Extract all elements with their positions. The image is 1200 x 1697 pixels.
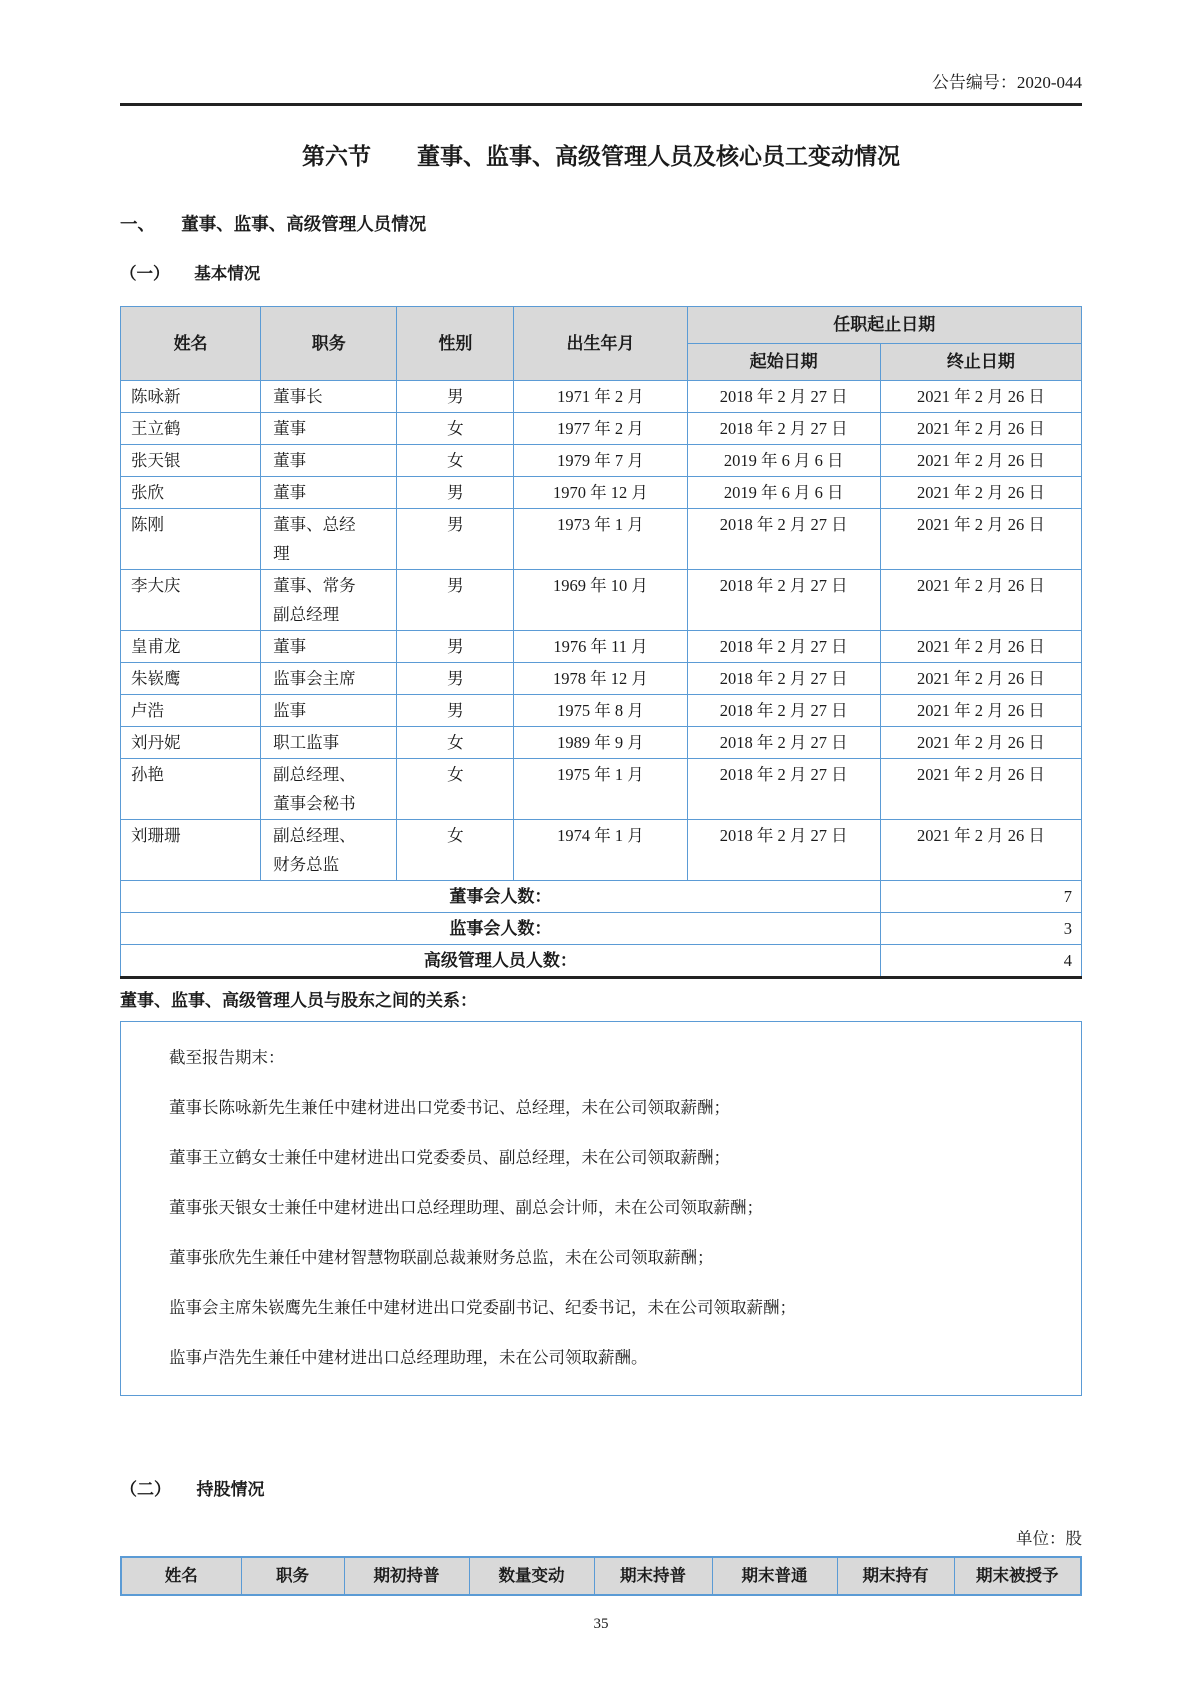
- cell-start: 2018 年 2 月 27 日: [687, 631, 880, 663]
- supervisor-count-value: 3: [880, 913, 1081, 945]
- cell-name: 陈咏新: [121, 381, 261, 413]
- table-row: [121, 695, 1082, 727]
- relationship-paragraph: 监事卢浩先生兼任中建材进出口总经理助理，未在公司领取薪酬。: [169, 1348, 648, 1367]
- cell-end: 2021 年 2 月 26 日: [880, 413, 1081, 445]
- cell-birth: 1973 年 1 月: [514, 509, 687, 570]
- cell-birth: 1975 年 1 月: [514, 759, 687, 820]
- col-header-gender: 性别: [397, 307, 514, 381]
- cell-gender: 男: [397, 663, 514, 695]
- cell-birth: 1977 年 2 月: [514, 413, 687, 445]
- col-header-name: 姓名: [121, 307, 261, 381]
- cell-position: 监事: [261, 695, 397, 727]
- subsection-1-heading: （一） 基本情况: [120, 265, 261, 283]
- cell-position: 董事: [261, 445, 397, 477]
- board-count-label: 董事会人数：: [121, 881, 881, 913]
- cell-name: 王立鹤: [121, 413, 261, 445]
- table-row: [121, 509, 1082, 570]
- col-header-opening-shares: 期初持普: [344, 1557, 469, 1595]
- cell-start: 2018 年 2 月 27 日: [687, 695, 880, 727]
- cell-gender: 女: [397, 759, 514, 820]
- col-header-end-date: 终止日期: [880, 344, 1081, 381]
- executive-count-label: 高级管理人员人数：: [121, 945, 881, 978]
- board-count-value: 7: [880, 881, 1081, 913]
- page-number: 35: [593, 1616, 609, 1632]
- relationship-paragraph: 董事王立鹤女士兼任中建材进出口党委委员、副总经理，未在公司领取薪酬；: [169, 1148, 730, 1167]
- cell-position: 董事、总经理: [261, 509, 397, 570]
- cell-birth: 1969 年 10 月: [514, 570, 687, 631]
- cell-gender: 男: [397, 477, 514, 509]
- col-header-closing-ordinary: 期末普通: [712, 1557, 837, 1595]
- subsection-2-heading: （二） 持股情况: [120, 1480, 265, 1499]
- cell-end: 2021 年 2 月 26 日: [880, 477, 1081, 509]
- chapter-title: 第六节 董事、监事、高级管理人员及核心员工变动情况: [302, 143, 900, 169]
- relationship-paragraph: 截至报告期末：: [169, 1048, 285, 1067]
- table-row: [121, 820, 1082, 881]
- col-header-start-date: 起始日期: [687, 344, 880, 381]
- cell-start: 2018 年 2 月 27 日: [687, 759, 880, 820]
- cell-start: 2018 年 2 月 27 日: [687, 381, 880, 413]
- cell-position: 职工监事: [261, 727, 397, 759]
- cell-position: 董事、常务副总经理: [261, 570, 397, 631]
- cell-start: 2018 年 2 月 27 日: [687, 570, 880, 631]
- table-row: [121, 727, 1082, 759]
- table-row: [121, 445, 1082, 477]
- table-row: [121, 413, 1082, 445]
- cell-name: 卢浩: [121, 695, 261, 727]
- cell-name: 孙艳: [121, 759, 261, 820]
- cell-position: 董事: [261, 477, 397, 509]
- cell-end: 2021 年 2 月 26 日: [880, 663, 1081, 695]
- cell-end: 2021 年 2 月 26 日: [880, 381, 1081, 413]
- col-header-closing-granted: 期末被授予: [954, 1557, 1081, 1595]
- table-row: [121, 663, 1082, 695]
- cell-start: 2018 年 2 月 27 日: [687, 820, 880, 881]
- cell-name: 李大庆: [121, 570, 261, 631]
- cell-position: 副总经理、财务总监: [261, 820, 397, 881]
- cell-gender: 女: [397, 413, 514, 445]
- cell-gender: 女: [397, 445, 514, 477]
- cell-gender: 女: [397, 820, 514, 881]
- cell-name: 朱嵚鹰: [121, 663, 261, 695]
- cell-position: 监事会主席: [261, 663, 397, 695]
- cell-end: 2021 年 2 月 26 日: [880, 759, 1081, 820]
- header-divider: [120, 103, 1082, 106]
- summary-row: [121, 913, 1082, 945]
- col-header-closing-shares: 期末持普: [594, 1557, 712, 1595]
- cell-end: 2021 年 2 月 26 日: [880, 445, 1081, 477]
- cell-birth: 1974 年 1 月: [514, 820, 687, 881]
- cell-name: 皇甫龙: [121, 631, 261, 663]
- cell-birth: 1971 年 2 月: [514, 381, 687, 413]
- cell-birth: 1978 年 12 月: [514, 663, 687, 695]
- col-header-position: 职务: [261, 307, 397, 381]
- cell-birth: 1979 年 7 月: [514, 445, 687, 477]
- doc-number: 公告编号：2020-044: [931, 73, 1082, 92]
- cell-end: 2021 年 2 月 26 日: [880, 509, 1081, 570]
- cell-start: 2018 年 2 月 27 日: [687, 727, 880, 759]
- table-row: [121, 631, 1082, 663]
- section-1-heading: 一、 董事、监事、高级管理人员情况: [120, 214, 427, 234]
- col-header-position: 职务: [241, 1557, 344, 1595]
- col-header-term: 任职起止日期: [687, 307, 1081, 344]
- summary-row: [121, 881, 1082, 913]
- cell-position: 董事长: [261, 381, 397, 413]
- relationship-paragraph: 董事长陈咏新先生兼任中建材进出口党委书记、总经理，未在公司领取薪酬；: [169, 1098, 730, 1117]
- cell-start: 2018 年 2 月 27 日: [687, 663, 880, 695]
- officers-table: [120, 306, 1082, 979]
- cell-end: 2021 年 2 月 26 日: [880, 820, 1081, 881]
- cell-birth: 1970 年 12 月: [514, 477, 687, 509]
- cell-position: 董事: [261, 631, 397, 663]
- cell-name: 陈刚: [121, 509, 261, 570]
- cell-name: 刘丹妮: [121, 727, 261, 759]
- summary-row: [121, 945, 1082, 978]
- table-row: [121, 570, 1082, 631]
- cell-position: 董事: [261, 413, 397, 445]
- table-row: [121, 477, 1082, 509]
- cell-position: 副总经理、董事会秘书: [261, 759, 397, 820]
- cell-name: 张欣: [121, 477, 261, 509]
- shareholding-table: [120, 1556, 1082, 1596]
- table-header-row: [121, 1557, 1081, 1595]
- cell-gender: 男: [397, 631, 514, 663]
- table-row: [121, 381, 1082, 413]
- relationship-paragraph: 监事会主席朱嵚鹰先生兼任中建材进出口党委副书记、纪委书记，未在公司领取薪酬；: [169, 1298, 796, 1317]
- cell-gender: 男: [397, 381, 514, 413]
- col-header-name: 姓名: [121, 1557, 241, 1595]
- cell-start: 2018 年 2 月 27 日: [687, 413, 880, 445]
- cell-name: 张天银: [121, 445, 261, 477]
- executive-count-value: 4: [880, 945, 1081, 978]
- cell-name: 刘珊珊: [121, 820, 261, 881]
- supervisor-count-label: 监事会人数：: [121, 913, 881, 945]
- cell-start: 2019 年 6 月 6 日: [687, 445, 880, 477]
- cell-gender: 男: [397, 509, 514, 570]
- table-row: [121, 759, 1082, 820]
- cell-end: 2021 年 2 月 26 日: [880, 727, 1081, 759]
- cell-birth: 1976 年 11 月: [514, 631, 687, 663]
- col-header-birth: 出生年月: [514, 307, 687, 381]
- cell-birth: 1975 年 8 月: [514, 695, 687, 727]
- relationship-box: [120, 1021, 1082, 1396]
- cell-birth: 1989 年 9 月: [514, 727, 687, 759]
- relationship-heading: 董事、监事、高级管理人员与股东之间的关系：: [120, 991, 477, 1010]
- relationship-paragraph: 董事张欣先生兼任中建材智慧物联副总裁兼财务总监，未在公司领取薪酬；: [169, 1248, 714, 1267]
- unit-label: 单位：股: [1016, 1529, 1082, 1548]
- cell-end: 2021 年 2 月 26 日: [880, 695, 1081, 727]
- relationship-paragraph: 董事张天银女士兼任中建材进出口总经理助理、副总会计师，未在公司领取薪酬；: [169, 1198, 763, 1217]
- cell-gender: 男: [397, 695, 514, 727]
- cell-end: 2021 年 2 月 26 日: [880, 570, 1081, 631]
- cell-gender: 女: [397, 727, 514, 759]
- cell-start: 2018 年 2 月 27 日: [687, 509, 880, 570]
- col-header-change: 数量变动: [469, 1557, 594, 1595]
- col-header-closing-held: 期末持有: [837, 1557, 954, 1595]
- cell-gender: 男: [397, 570, 514, 631]
- cell-start: 2019 年 6 月 6 日: [687, 477, 880, 509]
- table-header-row: [121, 307, 1082, 344]
- cell-end: 2021 年 2 月 26 日: [880, 631, 1081, 663]
